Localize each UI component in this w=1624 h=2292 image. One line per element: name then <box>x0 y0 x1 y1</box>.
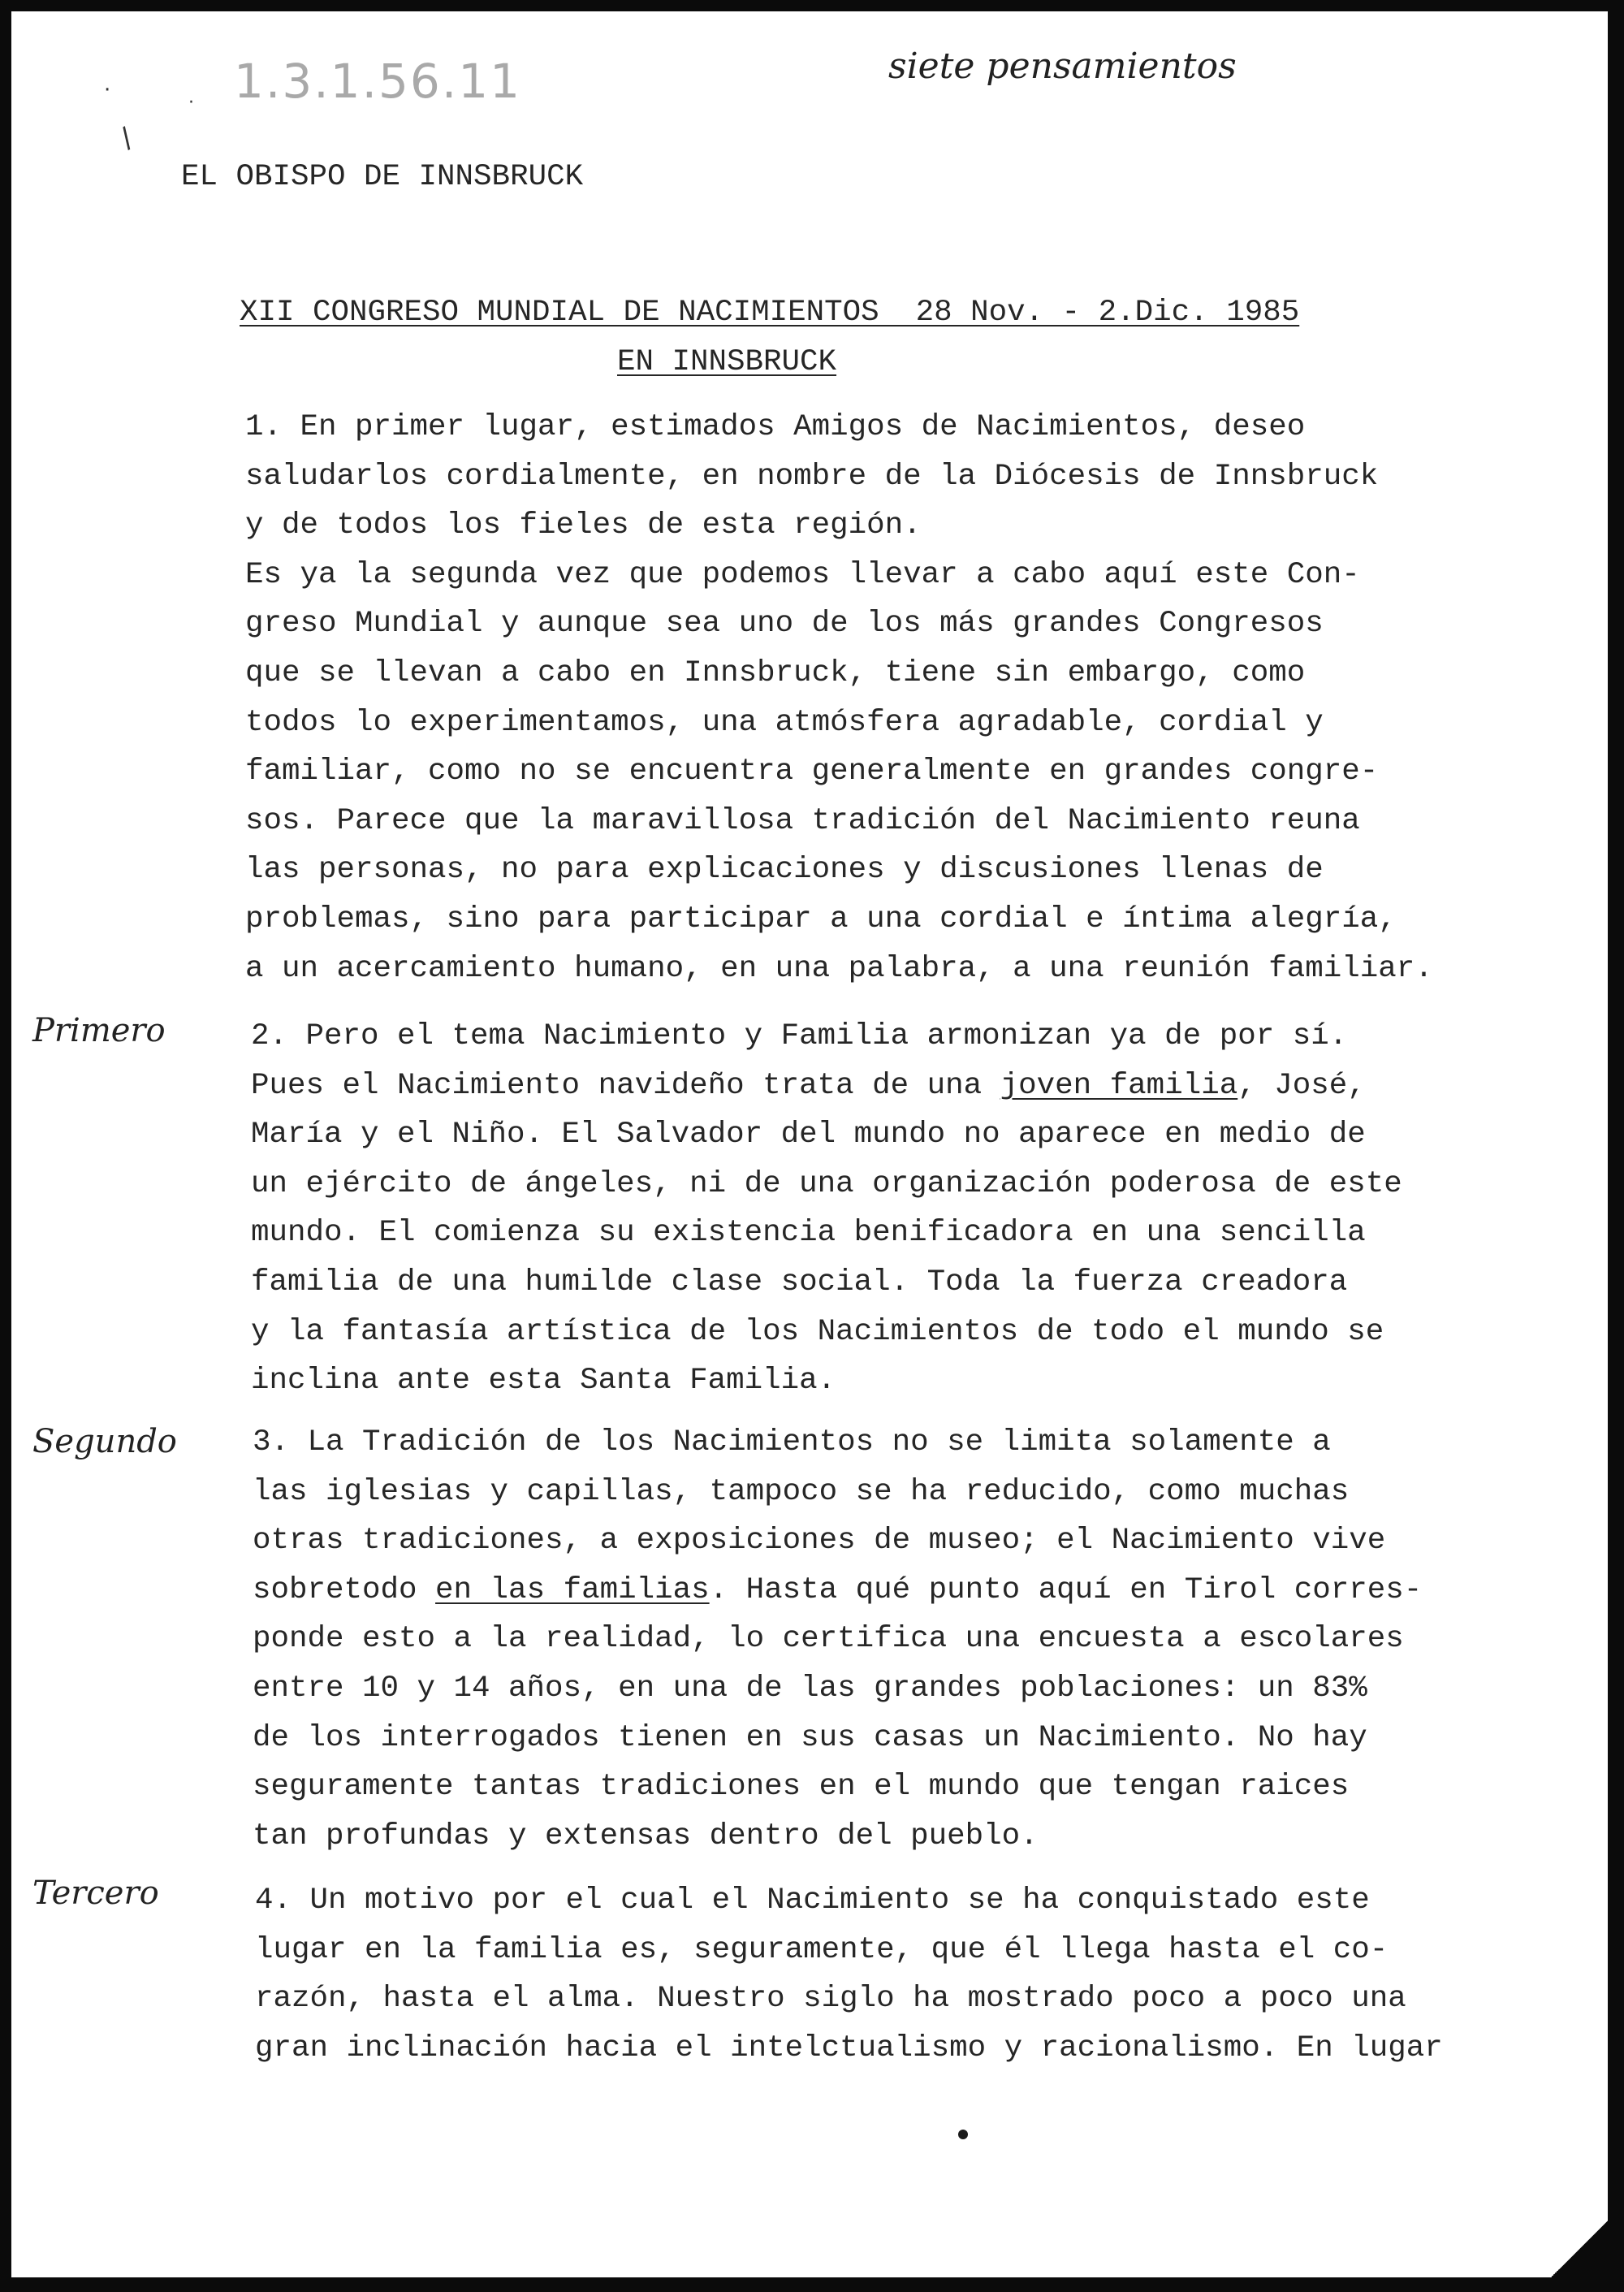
paragraph-2-line: y la fantasía artística de los Nacimientos de todo el mundo se <box>251 1314 1384 1349</box>
document-title-line-1: XII CONGRESO MUNDIAL DE NACIMIENTOS 28 Nov. - 2.Dic. 1985 <box>240 296 1300 330</box>
paragraph-4-line: 4. Un motivo por el cual el Nacimiento se ha conquistado este <box>255 1883 1370 1918</box>
paragraph-3-line: las iglesias y capillas, tampoco se ha reducido, como muchas <box>253 1474 1350 1509</box>
paragraph-2-line: mundo. El comienza su existencia benificadora en una sencilla <box>251 1216 1366 1251</box>
paragraph-4-line: gran inclinación hacia el intelctualismo y racionalismo. En lugar <box>255 2030 1443 2065</box>
margin-note-tercero: Tercero <box>32 1875 159 1912</box>
paragraph-2-line: familia de una humilde clase social. Toda la fuerza creadora <box>251 1265 1348 1300</box>
paragraph-1-line: problemas, sino para participar a una cordial e íntima alegría, <box>245 902 1397 936</box>
paragraph-4-line: lugar en la familia es, seguramente, que él llega hasta el co- <box>255 1932 1389 1967</box>
paragraph-2-line: María y el Niño. El Salvador del mundo no aparece en medio de <box>251 1118 1366 1152</box>
paragraph-1-line: sos. Parece que la maravillosa tradición del Nacimiento reuna <box>245 803 1360 838</box>
paragraph-2-line: un ejército de ángeles, ni de una organización poderosa de este <box>251 1166 1402 1201</box>
paragraph-1-line: saludarlos cordialmente, en nombre de la Diócesis de Innsbruck <box>245 459 1379 494</box>
underlined-phrase: joven familia <box>1000 1068 1238 1103</box>
ink-dot <box>958 2130 968 2139</box>
paragraph-1-line: greso Mundial y aunque sea uno de los más grandes Congresos <box>245 607 1324 642</box>
paragraph-1-line: 1. En primer lugar, estimados Amigos de Nacimientos, deseo <box>245 410 1306 444</box>
handwritten-archive-number: 1.3.1.56.11 <box>234 54 522 109</box>
paragraph-3-line: entre 10 y 14 años, en una de las grandes poblaciones: un 83% <box>253 1671 1367 1706</box>
paragraph-4-line: razón, hasta el alma. Nuestro siglo ha mostrado poco a poco una <box>255 1982 1406 2017</box>
underlined-phrase: en las familias <box>435 1572 710 1607</box>
paragraph-1-line: que se llevan a cabo en Innsbruck, tiene sin embargo, como <box>245 656 1306 690</box>
letterhead: EL OBISPO DE INNSBRUCK <box>181 160 584 194</box>
paragraph-2-line: 2. Pero el tema Nacimiento y Familia armonizan ya de por sí. <box>251 1019 1348 1053</box>
paragraph-1-line: Es ya la segunda vez que podemos llevar a cabo aquí este Con- <box>245 557 1360 592</box>
paragraph-1-line: todos lo experimentamos, una atmósfera agradable, cordial y <box>245 705 1324 740</box>
margin-note-primero: Primero <box>32 1012 166 1049</box>
paragraph-2-line: Pues el Nacimiento navideño trata de una joven familia, José, <box>251 1068 1366 1103</box>
paragraph-1-line: las personas, no para explicaciones y discusiones llenas de <box>245 853 1324 888</box>
paragraph-1-line: familiar, como no se encuentra generalmente en grandes congre- <box>245 755 1379 789</box>
margin-note-segundo: Segundo <box>32 1423 177 1460</box>
paragraph-3-line: seguramente tantas tradiciones en el mundo que tengan raices <box>253 1770 1350 1805</box>
paragraph-1-line: a un acercamiento humano, en una palabra, a una reunión familiar. <box>245 951 1433 986</box>
paragraph-3-line: sobretodo en las familias. Hasta qué punto aquí en Tirol corres- <box>253 1572 1423 1607</box>
folded-corner <box>1551 2221 1608 2277</box>
paragraph-3-line: tan profundas y extensas dentro del pueblo. <box>253 1818 1039 1853</box>
paragraph-3-line: ponde esto a la realidad, lo certifica una encuesta a escolares <box>253 1622 1404 1657</box>
handwritten-top-note: siete pensamientos <box>888 45 1237 87</box>
paragraph-2-line: inclina ante esta Santa Familia. <box>251 1364 836 1399</box>
pencil-mark: · <box>104 78 111 102</box>
paragraph-3-line: 3. La Tradición de los Nacimientos no se limita solamente a <box>253 1425 1331 1460</box>
paragraph-3-line: de los interrogados tienen en sus casas un Nacimiento. No hay <box>253 1720 1367 1755</box>
paragraph-3-line: otras tradiciones, a exposiciones de museo; el Nacimiento vive <box>253 1524 1386 1559</box>
pencil-mark: / <box>114 121 139 155</box>
document-title-line-2: EN INNSBRUCK <box>617 345 837 379</box>
pencil-mark: · <box>188 93 194 113</box>
paragraph-1-line: y de todos los fieles de esta región. <box>245 508 922 543</box>
